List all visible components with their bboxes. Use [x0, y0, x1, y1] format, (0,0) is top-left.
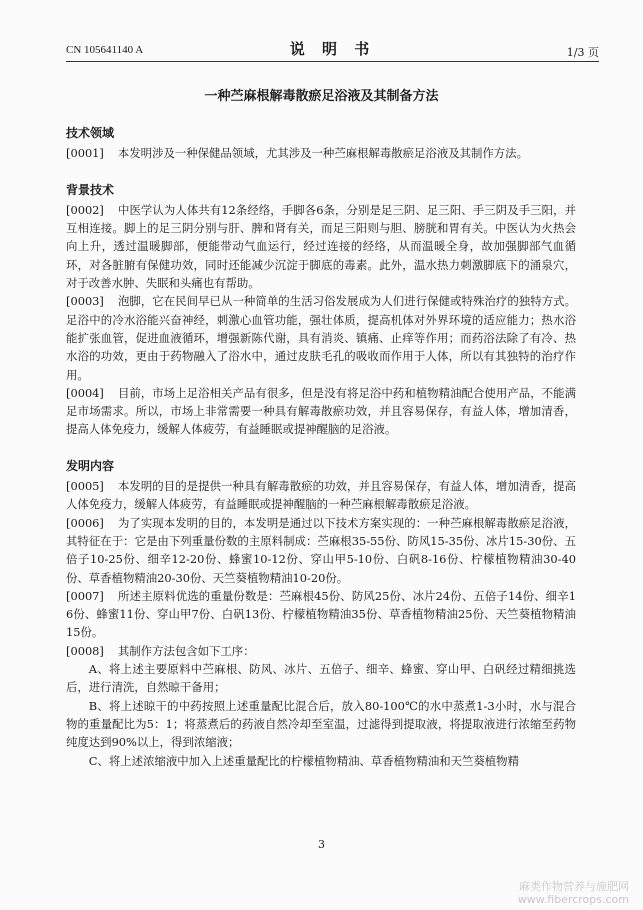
- section-heading-field: 技术领域: [66, 126, 115, 140]
- patent-number: CN 105641140 A: [66, 44, 144, 56]
- paragraph-number: [0006]: [66, 515, 104, 530]
- page-number: 3: [318, 838, 325, 851]
- paragraph-0002: [66, 201, 576, 292]
- document-body: [66, 120, 576, 770]
- site-watermark: [518, 880, 629, 906]
- paragraph-0006: [66, 514, 576, 587]
- paragraph-text: 泡脚，它在民间早已从一种简单的生活习俗发展成为人们进行保健或特殊治疗的独特方式。足浴中的冷水浴能兴奋神经，刺激心血管功能，强壮体质，提高机体对外界环境的适应能力；热水浴能扩张血管，促进血液循环，增强新陈代谢，具有消炎、镇痛、止痒等作用；而药浴法除了有冷、热水浴的功效，更由于药物融入了浴水中，通过皮肤毛孔的吸收而作用于人体，所以有其独特的治疗作用。: [66, 294, 576, 382]
- paragraph-text: 其制作方法包含如下工序：: [117, 643, 255, 658]
- paragraph-0003: [66, 292, 576, 383]
- step-c: C、将上述浓缩液中加入上述重量配比的柠檬植物精油、草香植物精油和天竺葵植物精: [88, 753, 519, 768]
- paragraph-0007: [66, 587, 576, 642]
- step-a: A、将上述主要原料中苎麻根、防风、冰片、五倍子、细辛、蜂蜜、穿山甲、白矾经过精细挑选后，进行清洗，自然晾干备用；: [66, 662, 576, 695]
- section-heading-invention: 发明内容: [66, 458, 115, 473]
- step-b: B、将上述晾干的中药按照上述重量配比混合后，放入80-100℃的水中蒸煮1-3小时，水与混合物的重量配比为5：1；将蒸煮后的药液自然冷却至室温，过滤得到提取液，将提取液进行浓缩至药物纯度达到90%以上，得到浓缩液；: [66, 698, 576, 750]
- paragraph-text: 中医学认为人体共有12条经络，手脚各6条，分别是足三阴、足三阳、手三阴及手三阳，并互相连接。脚上的足三阴分别与肝、脾和肾有关，而足三阳则与胆、膀胱和胃有关。中医认为火热会向上升，透过温暖脚部，便能带动气血运行，经过连接的经络，从而温暖全身，故加强脚部气血循环，对各脏腑有保健功效，同时还能减少沉淀于脚底的毒素。此外，温水热力刺激脚底下的涌泉穴，对于改善水肿、失眠和头痛也有帮助。: [66, 202, 576, 291]
- section-heading-background: 背景技术: [66, 182, 115, 197]
- document-title: 一种苎麻根解毒散瘀足浴液及其制备方法: [204, 89, 439, 104]
- paragraph-0008: [66, 642, 576, 660]
- watermark-line-1: 麻类作物营养与施肥网: [519, 880, 629, 893]
- paragraph-number: [0001]: [66, 146, 104, 161]
- paragraph-text: 所述主原料优选的重量份数是：苎麻根45份、防风25份、冰片24份、五倍子14份、细辛16份、蜂蜜11份、穿山甲7份、白矾13份、柠檬植物精油35份、草香植物精油25份、天竺葵植物精油15份。: [66, 588, 576, 640]
- watermark-line-2: www.fibercrops.com: [517, 893, 629, 906]
- paragraph-text: 本发明的目的是提供一种具有解毒散瘀的功效，并且容易保存，有益人体，增加清香，提高人体免疫力，缓解人体疲劳，有益睡眠或提神醒脑的一种苎麻根解毒散瘀足浴液。: [66, 479, 576, 512]
- paragraph-number: [0003]: [66, 294, 104, 309]
- header-rule: [66, 61, 599, 62]
- paragraph-text: 为了实现本发明的目的，本发明是通过以下技术方案实现的：一种苎麻根解毒散瘀足浴液，其特征在于：它是由下列重量份数的主原料制成：苎麻根35-55份、防风15-35份、冰片15-30份、五倍子10-25份、细辛12-20份、蜂蜜10-12份、穿山甲5-10份、白矾8-16份、柠檬植物精油30-40份、草香植物精油20-30份、天竺葵植物精油10-20份。: [66, 515, 576, 585]
- paragraph-text: 本发明涉及一种保健品领域，尤其涉及一种苎麻根解毒散瘀足浴液及其制作方法。: [117, 146, 528, 161]
- paragraph-number: [0007]: [66, 588, 104, 603]
- paragraph-number: [0002]: [66, 202, 104, 217]
- paragraph-0005: [66, 477, 576, 514]
- page-indicator: 1/3 页: [566, 46, 599, 59]
- document-type: 说 明 书: [289, 40, 376, 58]
- paragraph-number: [0005]: [66, 479, 104, 494]
- paragraph-0004: [66, 384, 576, 439]
- paragraph-text: 目前，市场上足浴相关产品有很多，但是没有将足浴中药和植物精油配合使用产品，不能满足市场需求。所以，市场上非常需要一种具有解毒散瘀功效，并且容易保存，有益人体，增加清香，提高人体免疫力，缓解人体疲劳，有益睡眠或提神醒脑的足浴液。: [66, 385, 576, 437]
- page-header: [66, 38, 599, 60]
- paragraph-number: [0004]: [66, 385, 104, 400]
- paragraph-number: [0008]: [66, 643, 104, 658]
- paragraph-0001: [66, 144, 576, 162]
